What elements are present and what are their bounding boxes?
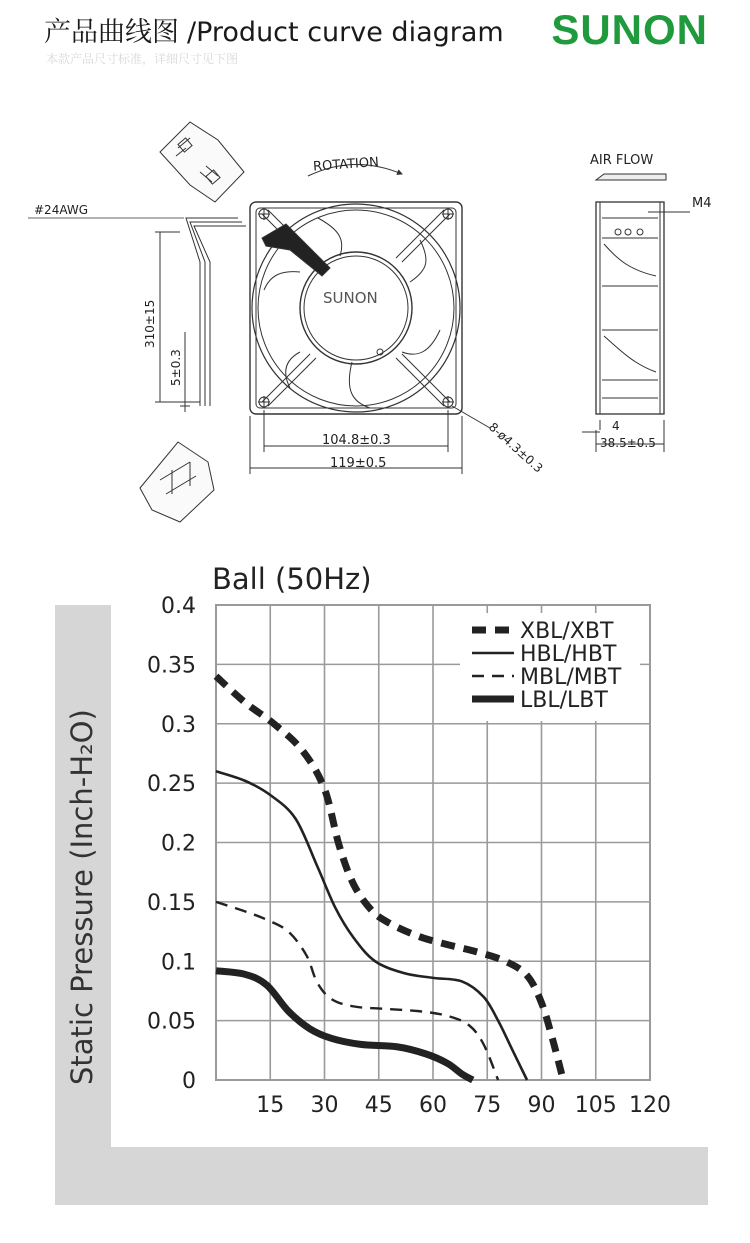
y-tick-label: 0.15 bbox=[147, 890, 196, 916]
lead-wires bbox=[28, 218, 246, 406]
y-tick-label: 0.25 bbox=[147, 772, 196, 798]
x-tick-label: 45 bbox=[364, 1093, 393, 1118]
x-tick-label: 30 bbox=[310, 1093, 339, 1118]
dim-lead-length: 310±15 bbox=[143, 299, 157, 348]
legend-label: XBL/XBT bbox=[520, 619, 614, 644]
page-title-cn: 产品曲线图 bbox=[44, 17, 179, 48]
dim-hole-spacing: 104.8±0.3 bbox=[322, 433, 391, 448]
dimension-holes-leader bbox=[452, 406, 490, 428]
dim-strip-length: 5±0.3 bbox=[169, 349, 183, 386]
y-tick-label: 0.4 bbox=[161, 594, 196, 619]
legend-label: MBL/MBT bbox=[520, 665, 622, 690]
dim-holes: 8-ø4.3±0.3 bbox=[485, 419, 546, 476]
y-tick-label: 0.35 bbox=[147, 653, 196, 679]
fan-technical-drawing bbox=[0, 90, 750, 540]
page-subtitle: 本款产品尺寸标准，详细尺寸见下图 bbox=[46, 52, 239, 66]
connector-top-view bbox=[160, 122, 244, 202]
airflow-label: AIR FLOW bbox=[590, 153, 654, 168]
brand-logo: SUNON bbox=[551, 6, 708, 53]
y-tick-label: 0.2 bbox=[161, 831, 196, 857]
connector-bottom-view bbox=[140, 442, 214, 522]
fan-front-view bbox=[250, 202, 462, 414]
chart-legend bbox=[460, 613, 640, 721]
dim-flange: 4 bbox=[612, 419, 620, 433]
x-tick-label: 75 bbox=[473, 1093, 502, 1118]
x-tick-label: 90 bbox=[527, 1093, 556, 1118]
fan-side-view bbox=[582, 202, 690, 452]
x-tick-label: 105 bbox=[574, 1093, 617, 1118]
y-tick-label: 0.05 bbox=[147, 1009, 196, 1035]
page-title-en: /Product curve diagram bbox=[187, 17, 504, 48]
airflow-arrow bbox=[596, 174, 666, 180]
wire-gauge-label: #24AWG bbox=[34, 203, 89, 217]
performance-chart bbox=[0, 555, 750, 1215]
dim-depth: 38.5±0.5 bbox=[600, 436, 656, 450]
y-tick-label: 0.1 bbox=[161, 950, 196, 976]
chart-title: Ball (50Hz) bbox=[212, 562, 372, 596]
rotation-label: ROTATION bbox=[312, 155, 380, 175]
hub-logo-label: SUNON bbox=[323, 289, 378, 307]
legend-label: HBL/HBT bbox=[520, 642, 617, 667]
chart-panel-bottom bbox=[55, 1147, 708, 1205]
x-tick-label: 60 bbox=[419, 1093, 447, 1118]
y-tick-label: 0.3 bbox=[161, 712, 196, 738]
thread-label: M4 bbox=[692, 196, 712, 211]
chart-ylabel: Static Pressure (Inch-H₂O) bbox=[65, 709, 99, 1085]
x-tick-label: 15 bbox=[256, 1093, 285, 1118]
y-tick-label: 0 bbox=[182, 1069, 196, 1094]
x-tick-label: 120 bbox=[629, 1093, 671, 1118]
dim-width: 119±0.5 bbox=[330, 456, 387, 471]
legend-label: LBL/LBT bbox=[520, 688, 608, 713]
page-title bbox=[44, 10, 504, 49]
